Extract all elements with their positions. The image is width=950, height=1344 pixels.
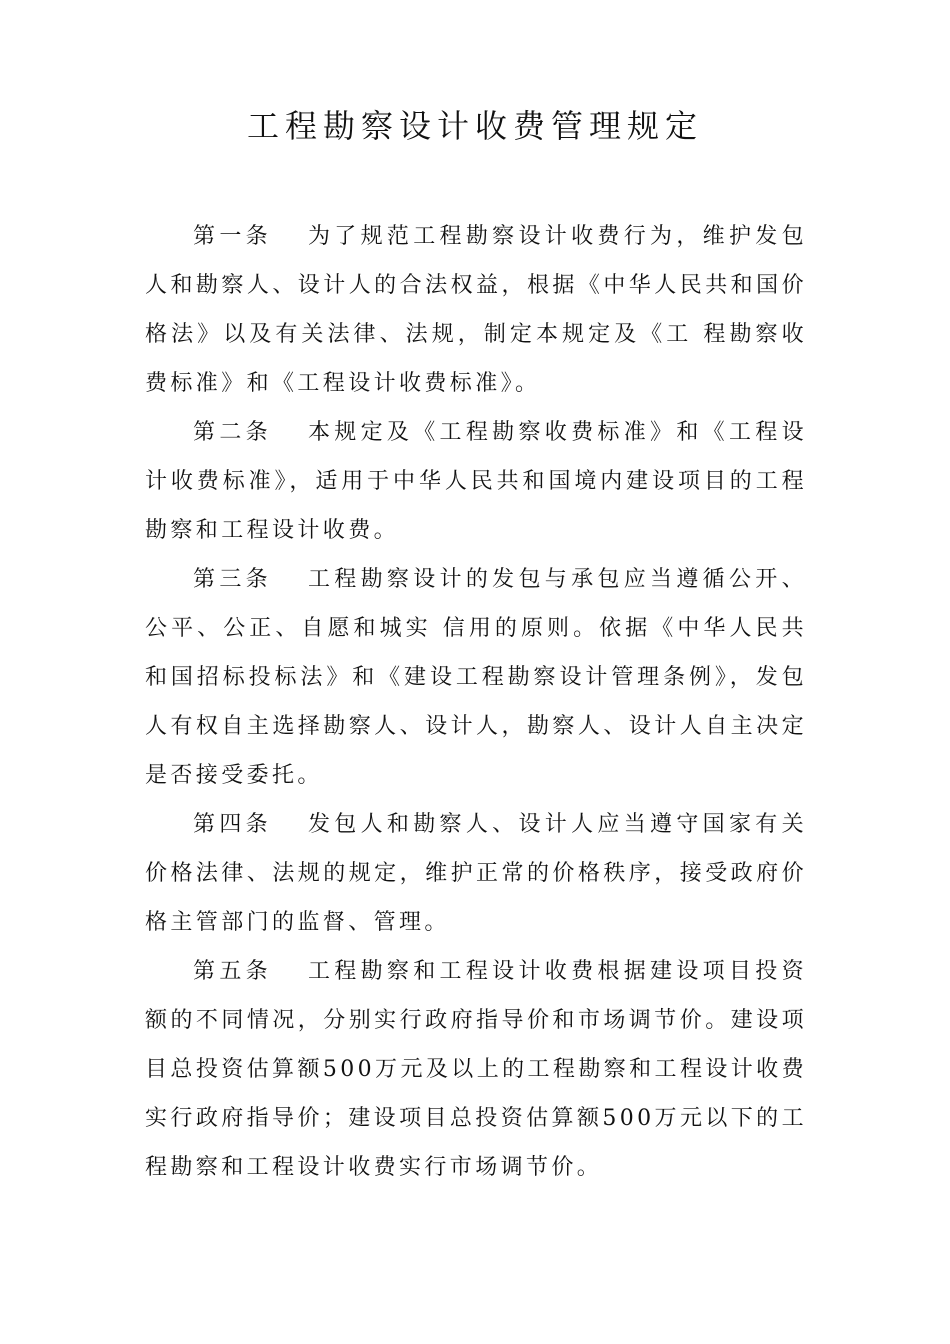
article-text: 工程勘察设计的发包与承包应当遵循公开、公平、公正、自愿和城实 信用的原则。依据《中华人民共和国招标投标法》和《建设工程勘察设计管理条例》，发包人有权自主选择勘察人、设计人，勘察人、设计人自主决定是否接受委托。: [145, 567, 808, 788]
article-5: [145, 947, 807, 1192]
article-2: [145, 408, 807, 555]
document-title: 工程勘察设计收费管理规定: [246, 107, 703, 145]
article-text: 发包人和勘察人、设计人应当遵守国家有关价格法律、法规的规定，维护正常的价格秩序，接受政府价格主管部门的监督、管理。: [145, 812, 808, 935]
article-text: 本规定及《工程勘察收费标准》和《工程设计收费标准》，适用于中华人民共和国境内建设项目的工程勘察和工程设计收费。: [145, 420, 808, 543]
article-number: 第一条: [193, 224, 272, 249]
article-4: [145, 800, 807, 947]
article-text: 为了规范工程勘察设计收费行为，维护发包人和勘察人、设计人的合法权益，根据《中华人民共和国价格法》以及有关法律、法规，制定本规定及《工 程勘察收费标准》和《工程设计收费标准》。: [145, 224, 808, 396]
article-text: 工程勘察和工程设计收费根据建设项目投资额的不同情况，分别实行政府指导价和市场调节价。建设项目总投资估算额500万元及以上的工程勘察和工程设计收费实行政府指导价；建设项目总投资估算额500万元以下的工程勘察和工程设计收费实行市场调节价。: [145, 959, 808, 1180]
article-number: 第五条: [193, 959, 272, 984]
article-number: 第二条: [193, 420, 272, 445]
article-number: 第四条: [193, 812, 272, 837]
document-body: [145, 212, 807, 1192]
article-1: [145, 212, 807, 408]
article-number: 第三条: [193, 567, 272, 592]
article-3: [145, 555, 807, 800]
